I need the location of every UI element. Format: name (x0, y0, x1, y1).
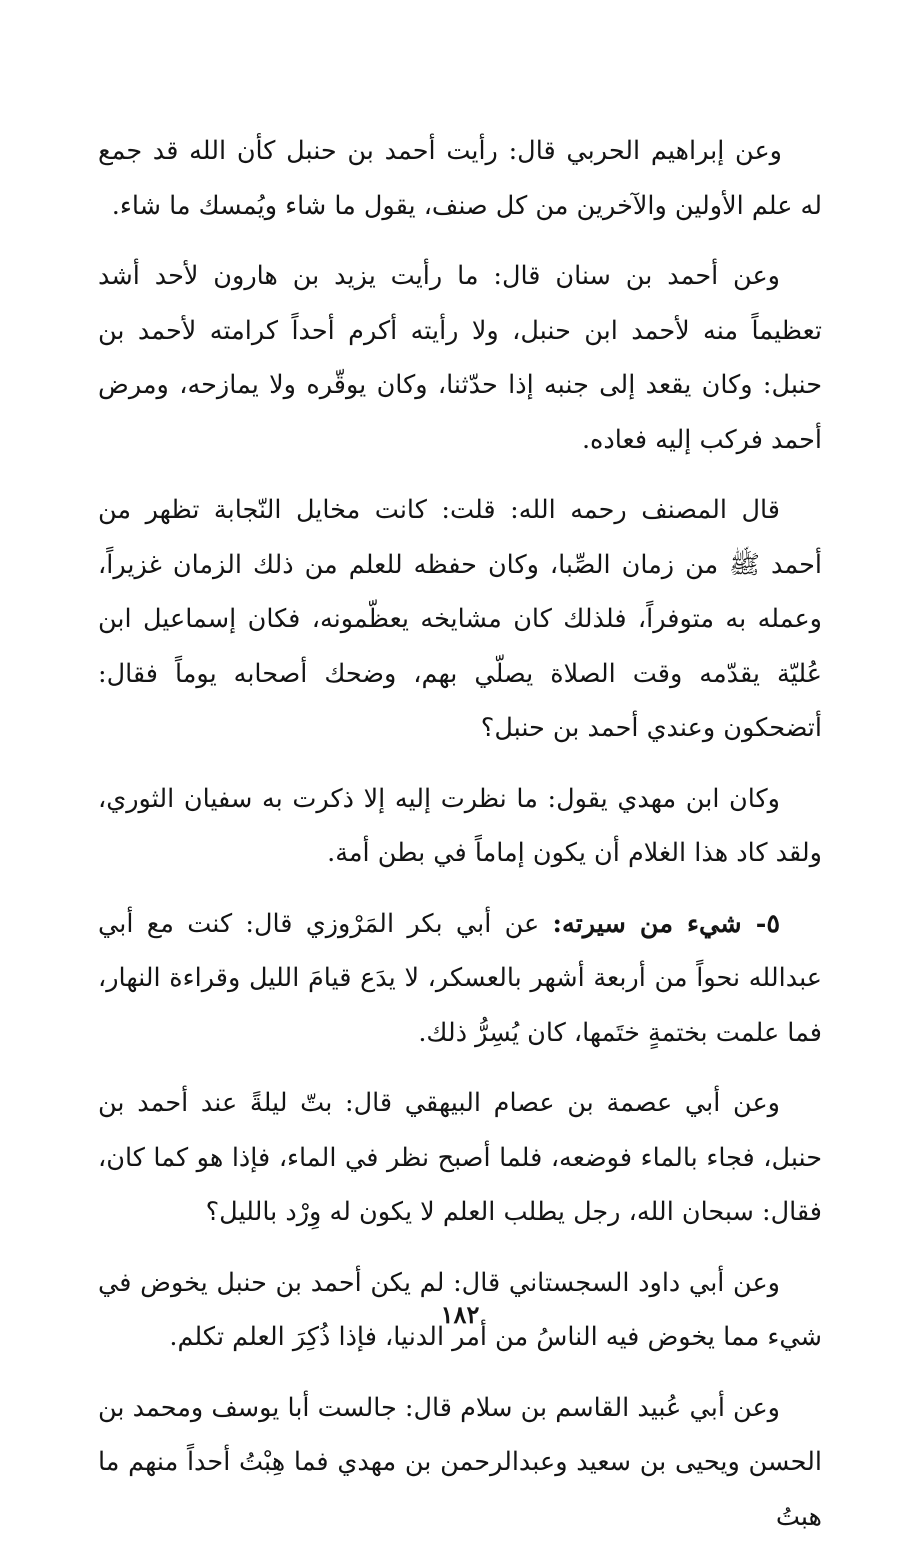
paragraph-ibrahim-al-harbi: وعن إبراهيم الحربي قال: رأيت أحمد بن حنبل كأن الله قد جمع له علم الأولين والآخرين من كل صنف، يقول ما شاء ويُمسك ما شاء. (98, 136, 822, 221)
paragraph-abu-ubayd: وعن أبي عُبيد القاسم بن سلام قال: جالست أبا يوسف ومحمد بن الحسن ويحيى بن سعيد وعبدالرحمن بن مهدي فما هِبْتُ أحداً منهم ما هبتُ (98, 1392, 822, 1532)
paragraph-author-note: قال المصنف رحمه الله: قلت: كانت مخايل النّجابة تظهر من أحمد ﷺ من زمان الصِّبا، وكان حفظه للعلم من ذلك الزمان غزيراً، وعمله به متوفراً، فلذلك كان مشايخه يعظّمونه، فكان إسماعيل ابن عُليّة يقدّمه وقت الصلاة يصلّي بهم، وضحك أصحابه يوماً فقال: أتضحكون وعندي أحمد بن حنبل؟ (98, 495, 822, 743)
paragraph-abu-ismah: وعن أبي عصمة بن عصام البيهقي قال: بتّ ليلةً عند أحمد بن حنبل، فجاء بالماء فوضعه، فلما أصبح نظر في الماء، فإذا هو كما كان، فقال: سبحان الله، رجل يطلب العلم لا يكون له وِرْد بالليل؟ (98, 1088, 822, 1227)
page-body (98, 124, 822, 1560)
paragraph-ibn-mahdi: وكان ابن مهدي يقول: ما نظرت إليه إلا ذكرت به سفيان الثوري، ولقد كاد هذا الغلام أن يكون إماماً في بطن أمة. (98, 783, 822, 868)
page-number: ١٨٢ (440, 1300, 480, 1329)
section-heading: ٥- شيء من سيرته: (552, 908, 781, 939)
section-paragraph (98, 897, 822, 1061)
paragraph-ahmad-ibn-sinan: وعن أحمد بن سنان قال: ما رأيت يزيد بن هارون لأحد أشد تعظيماً منه لأحمد ابن حنبل، ولا رأيته أكرم أحداً كرامته لأحمد بن حنبل: وكان يقعد إلى جنبه إذا حدّثنا، وكان يوقّره ولا يمازحه، ومرض أحمد فركب إليه فعاده. (98, 261, 822, 455)
paragraph-abu-dawud: وعن أبي داود السجستاني قال: لم يكن أحمد بن حنبل يخوض في شيء مما يخوض فيه الناسُ من أمر الدنيا، فإذا ذُكِرَ العلم تكلم. (98, 1267, 822, 1352)
section-text: عن أبي بكر المَرْوزي قال: كنت مع أبي عبدالله نحواً من أربعة أشهر بالعسكر، لا يدَع قيامَ الليل وقراءة النهار، فما علمت بختمةٍ ختَمها، كان يُسِرُّ ذلك. (98, 908, 822, 1048)
